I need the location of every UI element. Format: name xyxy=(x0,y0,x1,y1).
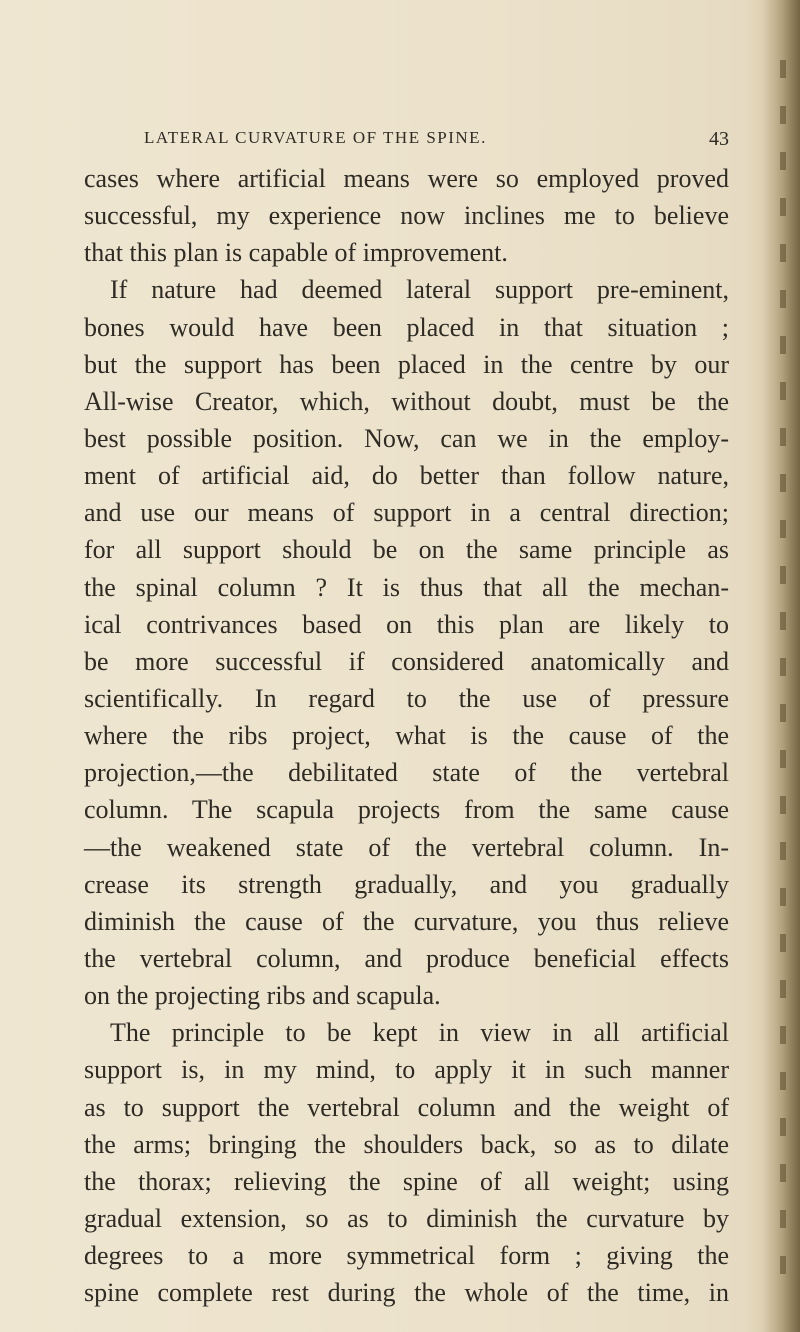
text-line: as to support the vertebral column and the weight of xyxy=(84,1092,729,1122)
text-line: on the projecting ribs and scapula. xyxy=(84,981,441,1011)
text-line: the spinal column ? It is thus that all the mechan- xyxy=(84,572,729,602)
text-line: ment of artificial aid, do better than follow nature, xyxy=(84,461,729,491)
text-line: All-wise Creator, which, without doubt, must be the xyxy=(84,386,729,416)
running-title: LATERAL CURVATURE OF THE SPINE. xyxy=(144,128,487,147)
text-line: best possible position. Now, can we in the employ- xyxy=(84,423,729,453)
text-line: degrees to a more symmetrical form ; giving the xyxy=(84,1241,729,1271)
text-line: cases where artificial means were so employed proved xyxy=(84,164,729,193)
text-line: but the support has been placed in the centre by our xyxy=(84,349,729,379)
page-number: 43 xyxy=(709,128,729,150)
text-line: scientifically. In regard to the use of pressure xyxy=(84,683,729,713)
text-line: where the ribs project, what is the cause of the xyxy=(84,721,729,751)
text-line: the thorax; relieving the spine of all weight; using xyxy=(84,1166,729,1196)
text-line: The principle to be kept in view in all artificial xyxy=(110,1018,729,1048)
text-line: projection,—the debilitated state of the vertebral xyxy=(84,758,729,788)
text-line: the arms; bringing the shoulders back, so as to dilate xyxy=(84,1129,729,1159)
text-line: successful, my experience now inclines me to believe xyxy=(84,201,729,231)
text-line: bones would have been placed in that situation ; xyxy=(84,312,729,342)
text-line: that this plan is capable of improvement. xyxy=(84,238,508,268)
text-line: gradual extension, so as to diminish the curvature by xyxy=(84,1203,729,1233)
text-line: and use our means of support in a central direction; xyxy=(84,498,729,528)
text-line: diminish the cause of the curvature, you thus relieve xyxy=(84,906,729,936)
text-line: column. The scapula projects from the same cause xyxy=(84,795,729,825)
text-line: spine complete rest during the whole of the time, in xyxy=(84,1278,729,1308)
text-line: ical contrivances based on this plan are likely to xyxy=(84,609,729,639)
text-line: If nature had deemed lateral support pre-eminent, xyxy=(110,275,729,305)
text-line: crease its strength gradually, and you gradually xyxy=(84,869,729,899)
page-binding-edge xyxy=(762,0,800,1332)
text-line: support is, in my mind, to apply it in such manner xyxy=(84,1055,729,1085)
text-line: be more successful if considered anatomically and xyxy=(84,646,729,676)
text-line: the vertebral column, and produce beneficial effects xyxy=(84,943,729,973)
body-text xyxy=(84,160,729,1311)
running-head xyxy=(144,128,729,154)
text-line: for all support should be on the same principle as xyxy=(84,535,729,565)
text-line: —the weakened state of the vertebral column. In- xyxy=(84,832,729,862)
